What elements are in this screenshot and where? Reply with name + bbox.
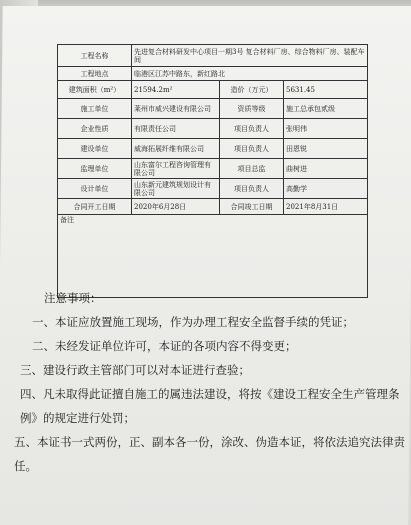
- enterprise-type-value: 有限责任公司: [132, 119, 220, 139]
- table-row: [58, 67, 368, 81]
- owner-unit-value: 威海拓展纤维有限公司: [132, 139, 220, 159]
- table-row: [58, 159, 368, 179]
- note-item: 四、凡未取得此证擅自施工的属违法建设，将按《建设工程安全生产管理条例》的规定进行处罚；: [20, 387, 400, 425]
- note-item: 三、建设行政主管部门可以对本证进行查验；: [20, 363, 250, 377]
- note-item: 五、本证书一式两份，正、副本各一份，涂改、伪造本证，将依法追究法律责任。: [14, 435, 405, 473]
- enterprise-type-label: 企业性质: [58, 119, 132, 139]
- project-info-table: [57, 44, 368, 298]
- contract-start-value: 2020年6月28日: [132, 199, 220, 215]
- table-row: [58, 139, 368, 159]
- project-manager-value: 张明伟: [284, 119, 368, 139]
- chief-supervisor-value: 曲树进: [284, 159, 368, 179]
- project-location-label: 工程地点: [58, 67, 132, 81]
- remarks-label: 备注: [60, 216, 74, 224]
- construction-unit-value: 莱州市威兴建设有限公司: [132, 99, 220, 119]
- table-row: [58, 45, 368, 67]
- construction-unit-label: 施工单位: [58, 99, 132, 119]
- contract-end-value: 2021年8月31日: [284, 199, 368, 215]
- table-row: [58, 81, 368, 99]
- project-cost-value: 5631.45: [284, 81, 368, 99]
- building-area-value: 21594.2m²: [132, 81, 220, 99]
- project-cost-label: 造价（万元）: [220, 81, 284, 99]
- project-name-value: 先进复合材料研发中心项目一期3号 复合材料厂房、综合物料厂房、装配车间: [132, 45, 368, 67]
- project-manager-label: 项目负责人: [220, 119, 284, 139]
- owner-manager-label: 项目负责人: [220, 139, 284, 159]
- contract-end-label: 合同竣工日期: [220, 199, 284, 215]
- table-row: [58, 119, 368, 139]
- project-location-value: 临港区江苏中路东，新红路北: [132, 67, 368, 81]
- building-area-label: 建筑面积（m²）: [58, 81, 132, 99]
- table-row: [58, 99, 368, 119]
- note-item: 二、未经发证单位许可，本证的各项内容不得变更；: [32, 339, 297, 353]
- table-row: [58, 179, 368, 199]
- table-row: [58, 199, 368, 215]
- notes-section: [14, 286, 406, 478]
- design-unit-value: 山东新元建筑规划设计有限公司: [132, 179, 220, 199]
- supervision-unit-value: 山东富尔工程咨询管理有限公司: [132, 159, 220, 179]
- project-name-label: 工程名称: [58, 45, 132, 67]
- design-manager-label: 项目负责人: [220, 179, 284, 199]
- note-item: 一、本证应放置施工现场，作为办理工程安全监督手续的凭证；: [32, 315, 354, 329]
- owner-unit-label: 建设单位: [58, 139, 132, 159]
- qualification-label: 资质等级: [220, 99, 284, 119]
- design-manager-value: 高勤学: [284, 179, 368, 199]
- supervision-unit-label: 监理单位: [58, 159, 132, 179]
- chief-supervisor-label: 项目总监: [220, 159, 284, 179]
- owner-manager-value: 田恩锐: [284, 139, 368, 159]
- notes-title: 注意事项：: [44, 291, 102, 305]
- contract-start-label: 合同开工日期: [58, 199, 132, 215]
- design-unit-label: 设计单位: [58, 179, 132, 199]
- qualification-value: 施工总承包贰级: [284, 99, 368, 119]
